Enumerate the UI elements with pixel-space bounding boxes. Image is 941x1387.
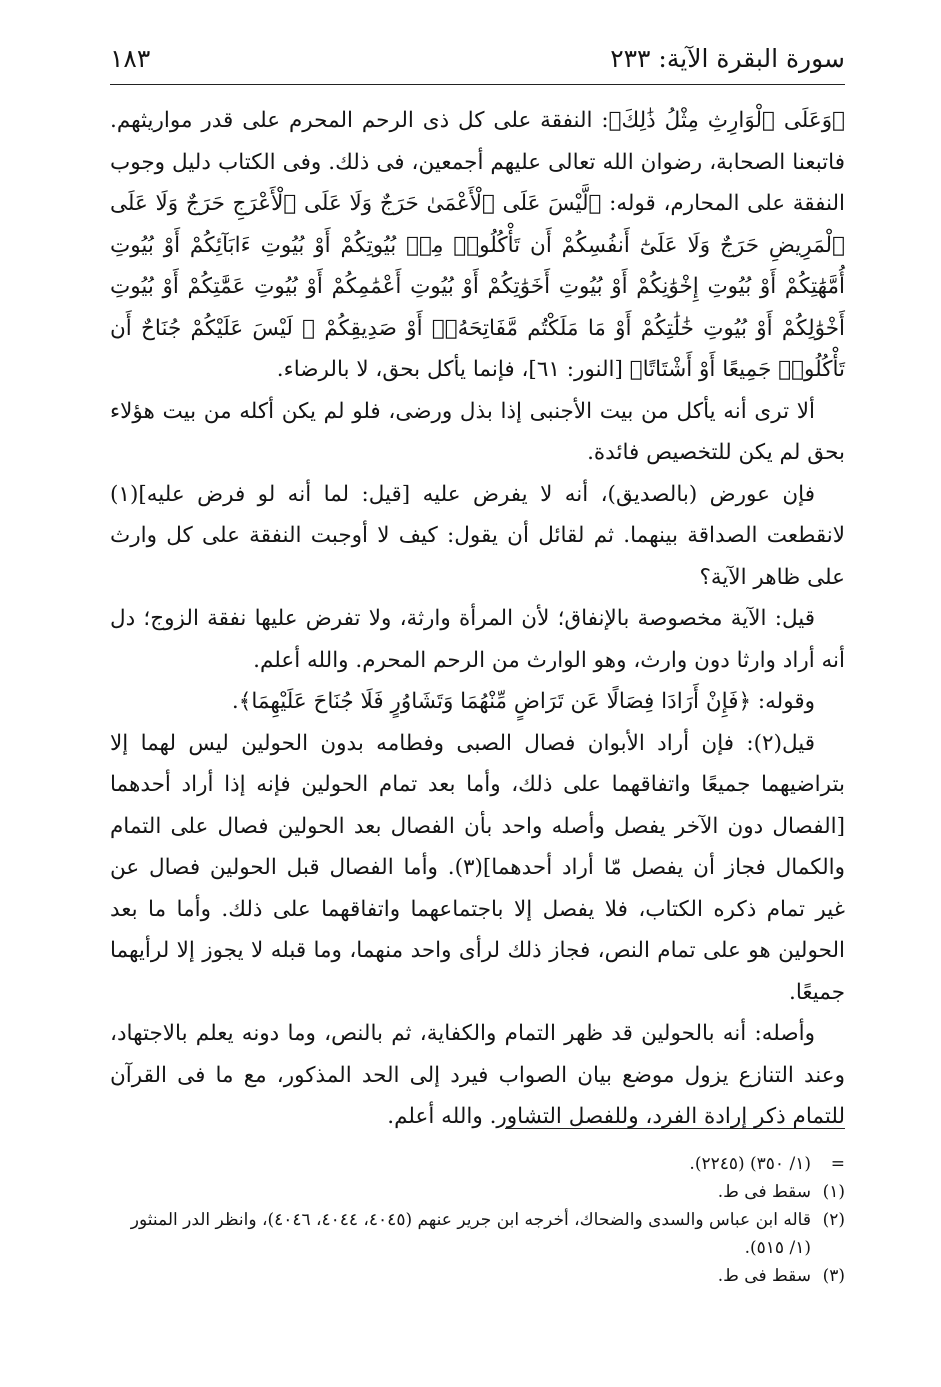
paragraph-verse-specific: قيل: الآية مخصوصة بالإنفاق؛ لأن المرأة وارثة، ولا تفرض عليها نفقة الزوج؛ دل أنه أراد وارثا دون وارث، وهو الوارث من الرحم المحرم. والله أعلم. <box>110 606 845 673</box>
footnote-marker: (٢) <box>822 1210 845 1230</box>
footnote-text: (١/ ٣٥٠) (٢٢٤٥). <box>689 1154 811 1174</box>
footnote-marker: (١) <box>822 1182 845 1202</box>
paragraph-verse-commentary: ﴿وَعَلَى ٱلْوَارِثِ مِثْلُ ذَٰلِكَ﴾: النفقة على كل ذى الرحم المحرم على قدر مواريثهم. فاتبعنا الصحابة، رضوان الله تعالى عليهم أجمعين، فى ذلك. وفى الكتاب دليل وجوب النفقة على المحارم، قوله: ﴿لَّيْسَ عَلَى ٱلْأَعْمَىٰ حَرَجٌ وَلَا عَلَى ٱلْأَعْرَجِ حَرَجٌ وَلَا عَلَى ٱلْمَرِيضِ حَرَجٌ وَلَا عَلَىٰٓ أَنفُسِكُمْ أَن تَأْكُلُوا۟ مِنۢ بُيُوتِكُمْ أَوْ بُيُوتِ ءَابَآئِكُمْ أَوْ بُيُوتِ أُمَّهَٰتِكُمْ أَوْ بُيُوتِ إِخْوَٰنِكُمْ أَوْ بُيُوتِ أَخَوَٰتِكُمْ أَوْ بُيُوتِ أَعْمَٰمِكُمْ أَوْ بُيُوتِ عَمَّٰتِكُمْ أَوْ بُيُوتِ أَخْوَٰلِكُمْ أَوْ بُيُوتِ خَٰلَٰتِكُمْ أَوْ مَا مَلَكْتُم مَّفَاتِحَهُۥٓ أَوْ صَدِيقِكُمْ ۚ لَيْسَ عَلَيْكُمْ جُنَاحٌ أَن تَأْكُلُوا۟ جَمِيعًا أَوْ أَشْتَاتًا﴾ [النور: ٦١]، فإنما يأكل بحق، لا بالرضاء. <box>110 108 845 382</box>
footnote-text: قاله ابن عباس والسدى والضحاك، أخرجه ابن جرير عنهم (٤٠٤٥، ٤٠٤٤، ٤٠٤٦)، وانظر الدر المنثور (١/ ٥١٥). <box>130 1210 811 1258</box>
footnote-continuation <box>110 1150 845 1178</box>
paragraph-weaning-ruling: قيل(٢): فإن أراد الأبوان فصال الصبى وفطامه بدون الحولين ليس لهما إلا بتراضيهما جميعًا واتفاقهما على ذلك، وأما بعد تمام الحولين فإنه إذا أراد أحدهما [الفصال دون الآخر يفصل وأصله واحد بأن الفصال بعد الحولين فصال على التمام والكمال فجاز أن يفصل مّا أراد أحدهما](٣). وأما الفصال قبل الحولين فصال عن غير تمام ذكره الكتاب، فلا يفصل إلا باجتماعهما واتفاقهما على ذلك. وأما ما بعد الحولين هو على تمام النص، فجاز ذلك لرأى واحد منهما، وما قبله لا يجوز إلا لرأيهما جميعًا. <box>110 730 846 1005</box>
paragraph-foreigner-house: ألا ترى أنه يأكل من بيت الأجنبى إذا بذل ورضى، فلو لم يكن أكله من بيت هؤلاء بحق لم يكن للتخصيص فائدة. <box>110 398 845 465</box>
main-text <box>110 100 845 1138</box>
footnote-divider <box>505 1128 845 1129</box>
paragraph-weaning-verse: وقوله: ﴿فَإِنْ أَرَادَا فِصَالًا عَن تَرَاضٍ مِّنْهُمَا وَتَشَاوُرٍ فَلَا جُنَاحَ عَلَيْهِمَا﴾. <box>231 689 815 714</box>
paragraph-friend-objection: فإن عورض (بالصديق)، أنه لا يفرض عليه [قيل: لما أنه لو فرض عليه](١) لانقطعت الصداقة بينهما. ثم لقائل أن يقول: كيف لا أوجبت النفقة على كل وارث على ظاهر الآية؟ <box>110 481 845 590</box>
page-number: ١٨٣ <box>110 44 151 73</box>
footnote-marker: (٣) <box>822 1266 845 1286</box>
footnote-text: سقط فى ط. <box>717 1182 811 1202</box>
footnote-text: سقط فى ط. <box>717 1266 811 1286</box>
footnote-marker: = <box>830 1154 845 1174</box>
running-title: سورة البقرة الآية: ٢٣٣ <box>610 44 845 73</box>
footnote-1 <box>110 1178 845 1206</box>
footnote-3 <box>110 1262 845 1290</box>
footnotes <box>110 1150 845 1290</box>
paragraph-principle: وأصله: أنه بالحولين قد ظهر التمام والكفاية، ثم بالنص، وما دونه يعلم بالاجتهاد، وعند التنازع يزول موضع بيان الصواب فيرد إلى الحد المذكور، مع ما فى القرآن للتمام ذكر إرادة الفرد، وللفصل التشاور. والله أعلم. <box>110 1021 845 1129</box>
footnote-2 <box>110 1206 845 1262</box>
page-header <box>110 38 845 85</box>
